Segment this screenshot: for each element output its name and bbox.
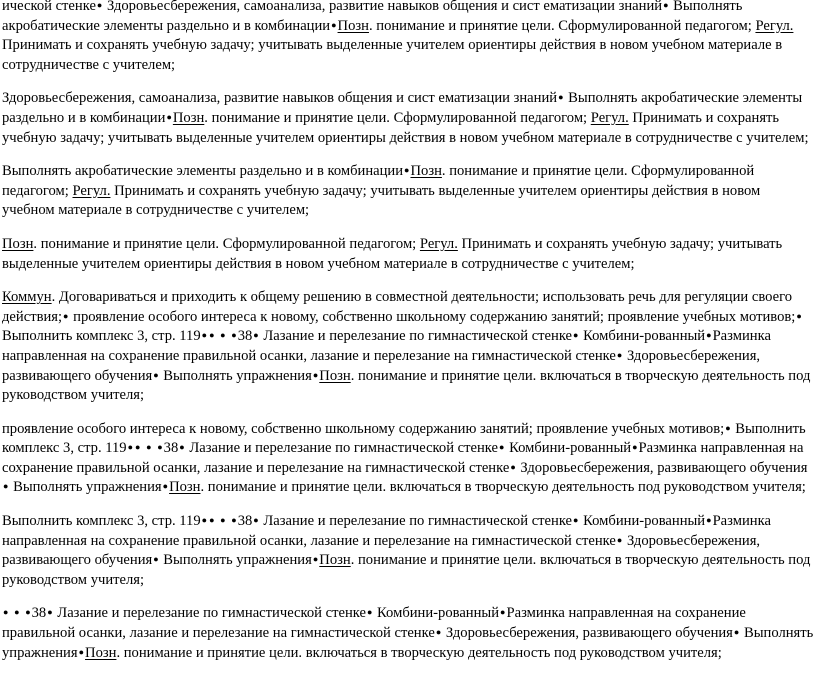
bullet-icon: ● <box>179 442 185 453</box>
bullet-icon: ● <box>366 607 373 618</box>
bullet-icon: ● <box>500 607 506 618</box>
bullet-icon: ● <box>733 627 740 638</box>
underlined-term: Коммун <box>2 289 52 306</box>
bullet-icon: ● <box>706 515 712 526</box>
bullet-icon: ● <box>47 607 53 618</box>
text-run: . понимание и принятие цели. включаться в творческую деятельность под руководством учителя; <box>116 644 722 661</box>
text-run: Выполнять упражнения <box>159 552 312 569</box>
text-run: Принимать и сохранять учебную задачу; учитывать выделенные учителем ориентиры действия в новом учебном материале в сотрудничестве с учителем; <box>2 235 783 272</box>
underlined-term: Позн <box>169 479 201 496</box>
underlined-term: Позн <box>2 235 34 252</box>
text-run: . понимание и принятие цели. включаться в творческую деятельность под руководством учителя; <box>2 552 811 588</box>
text-run: Разминка направленная на сохранение правильной осанки, лазание и перелезание на гимнастической стенке <box>2 328 771 364</box>
text-run: Выполнять упражнения <box>2 625 814 661</box>
text-run: Выполнять упражнения <box>9 479 162 496</box>
underlined-term: Регул. <box>590 109 629 126</box>
bullet-icon: ● <box>201 515 208 526</box>
bullet-icon: ● <box>220 330 226 341</box>
bullet-icon: ● <box>663 0 669 10</box>
text-paragraph <box>2 89 814 148</box>
underlined-term: Регул. <box>419 235 458 252</box>
text-run: ической стенке <box>2 0 96 14</box>
text-run: Принимать и сохранять учебную задачу; учитывать выделенные учителем ориентиры действия в новом учебном материале в сотрудничестве с учителем; <box>2 109 809 146</box>
text-run <box>227 513 231 529</box>
bullet-icon: ● <box>510 461 516 472</box>
bullet-icon: ● <box>78 646 85 657</box>
bullet-icon: ● <box>162 481 169 492</box>
bullet-icon: ● <box>231 330 237 341</box>
bullet-icon: ● <box>14 607 20 618</box>
bullet-icon: ● <box>404 165 410 176</box>
bullet-icon: ● <box>573 330 579 341</box>
text-run <box>21 605 25 621</box>
text-paragraph <box>2 420 814 498</box>
bullet-icon: ● <box>135 442 141 453</box>
text-run: Комбини-рованный <box>579 513 706 530</box>
text-run: Выполнять акробатические элементы раздельно и в комбинации <box>2 163 404 180</box>
text-run: Здоровьесбережения, развивающего обучения <box>516 459 808 476</box>
text-run: . понимание и принятие цели. Сформулированной педагогом; <box>33 235 420 252</box>
text-run: Разминка направленная на сохранение правильной осанки, лазание и перелезание на гимнастической стенке <box>2 513 771 549</box>
bullet-icon: ● <box>63 310 69 321</box>
text-paragraph <box>2 288 814 406</box>
bullet-icon: ● <box>573 515 579 526</box>
text-run: Лазание и перелезание по гимнастической стенке <box>53 605 366 622</box>
text-paragraph <box>2 0 814 75</box>
bullet-icon: ● <box>796 310 802 321</box>
text-run: Лазание и перелезание по гимнастической стенке <box>259 328 573 345</box>
text-run: 38 <box>237 328 253 345</box>
bullet-icon: ● <box>146 442 152 453</box>
text-run: . понимание и принятие цели. включаться в творческую деятельность под руководством учителя; <box>200 479 806 496</box>
text-run <box>141 440 145 456</box>
bullet-icon: ● <box>312 369 319 380</box>
bullet-icon: ● <box>3 607 9 618</box>
bullet-icon: ● <box>220 515 226 526</box>
text-run: . Договариваться и приходить к общему решению в совместной деятельности; использовать речь для регуляции своего действия; <box>2 289 792 325</box>
text-run: 38 <box>237 513 253 530</box>
text-run: Выполнять акробатические элементы раздельно и в комбинации <box>2 90 803 126</box>
text-run: Здоровьесбережения, самоанализа, развитие навыков общения и сист ематизации знаний <box>2 90 558 107</box>
text-run: 38 <box>31 605 47 622</box>
bullet-icon: ● <box>616 534 623 545</box>
bullet-icon: ● <box>3 481 9 492</box>
text-run: . понимание и принятие цели. включаться в творческую деятельность под руководством учителя; <box>2 367 811 404</box>
text-run: . понимание и принятие цели. Сформулированной педагогом; <box>204 109 591 126</box>
text-run: Выполнить комплекс 3, стр. 119 <box>2 328 201 345</box>
text-run <box>153 440 157 456</box>
bullet-icon: ● <box>558 92 564 103</box>
text-paragraph <box>2 512 814 590</box>
bullet-icon: ● <box>127 442 134 453</box>
bullet-icon: ● <box>312 554 319 565</box>
text-run: Здоровьесбережения, развивающего обучения <box>442 625 733 642</box>
bullet-icon: ● <box>153 369 159 380</box>
bullet-icon: ● <box>209 330 215 341</box>
bullet-icon: ● <box>616 349 623 360</box>
underlined-term: Регул. <box>755 17 794 34</box>
bullet-icon: ● <box>331 19 337 30</box>
bullet-icon: ● <box>209 515 215 526</box>
bullet-icon: ● <box>231 515 237 526</box>
text-run: Разминка направленная на сохранение правильной осанки, лазание и перелезание на гимнастической стенке <box>2 440 804 476</box>
bullet-icon: ● <box>153 554 159 565</box>
text-run: Комбини-рованный <box>579 328 706 345</box>
bullet-icon: ● <box>201 330 208 341</box>
text-run: Здоровьесбережения, развивающего обучения <box>2 532 761 569</box>
text-run: Выполнить комплекс 3, стр. 119 <box>2 513 201 530</box>
text-run <box>216 328 220 344</box>
text-run: Принимать и сохранять учебную задачу; учитывать выделенные учителем ориентиры действия в новом учебном материале в сотрудничестве с учителем; <box>2 37 783 73</box>
text-run: Здоровьесбережения, самоанализа, развитие навыков общения и сист ематизации знаний <box>103 0 663 14</box>
text-run: . понимание и принятие цели. Сформулированной педагогом; <box>368 17 756 34</box>
text-run <box>227 328 231 344</box>
text-run: 38 <box>163 440 179 457</box>
bullet-icon: ● <box>632 442 638 453</box>
underlined-term: Позн <box>337 17 369 34</box>
bullet-icon: ● <box>166 111 172 122</box>
underlined-term: Позн <box>85 644 117 661</box>
bullet-icon: ● <box>725 422 731 433</box>
text-run: проявление особого интереса к новому, собственно школьному содержанию занятий; проявление учебных мотивов; <box>69 308 796 325</box>
text-run: проявление особого интереса к новому, собственно школьному содержанию занятий; проявление учебных мотивов; <box>2 420 725 437</box>
text-run: Выполнять акробатические элементы раздельно и в комбинации <box>2 0 743 34</box>
bullet-icon: ● <box>253 330 259 341</box>
underlined-term: Позн <box>319 552 351 569</box>
text-run: Принимать и сохранять учебную задачу; учитывать выделенные учителем ориентиры действия в новом учебном материале в сотрудничестве с учителем; <box>2 182 761 219</box>
bullet-icon: ● <box>706 330 712 341</box>
underlined-term: Позн <box>410 163 442 180</box>
text-paragraph <box>2 235 814 274</box>
text-run: . понимание и принятие цели. Сформулированной педагогом; <box>2 163 755 199</box>
underlined-term: Позн <box>319 367 351 384</box>
bullet-icon: ● <box>157 442 163 453</box>
text-run: Выполнять упражнения <box>159 367 312 384</box>
text-run: Комбини-рованный <box>505 440 632 457</box>
text-run: Выполнить комплекс 3, стр. 119 <box>2 420 806 457</box>
text-run: Разминка направленная на сохранение правильной осанки, лазание и перелезание на гимнастической стенке <box>2 605 746 642</box>
text-run: Лазание и перелезание по гимнастической стенке <box>259 513 573 530</box>
text-paragraph <box>2 162 814 221</box>
bullet-icon: ● <box>96 0 103 10</box>
text-run <box>9 605 13 621</box>
text-run: Лазание и перелезание по гимнастической стенке <box>185 440 499 457</box>
bullet-icon: ● <box>25 607 31 618</box>
text-run: Здоровьесбережения, развивающего обучения <box>2 347 761 384</box>
underlined-term: Позн <box>172 109 205 126</box>
bullet-icon: ● <box>253 515 259 526</box>
bullet-icon: ● <box>435 627 442 638</box>
text-paragraph <box>2 604 814 663</box>
text-run <box>216 513 220 529</box>
text-run: Комбини-рованный <box>373 605 500 622</box>
bullet-icon: ● <box>499 442 505 453</box>
underlined-term: Регул. <box>72 182 111 199</box>
